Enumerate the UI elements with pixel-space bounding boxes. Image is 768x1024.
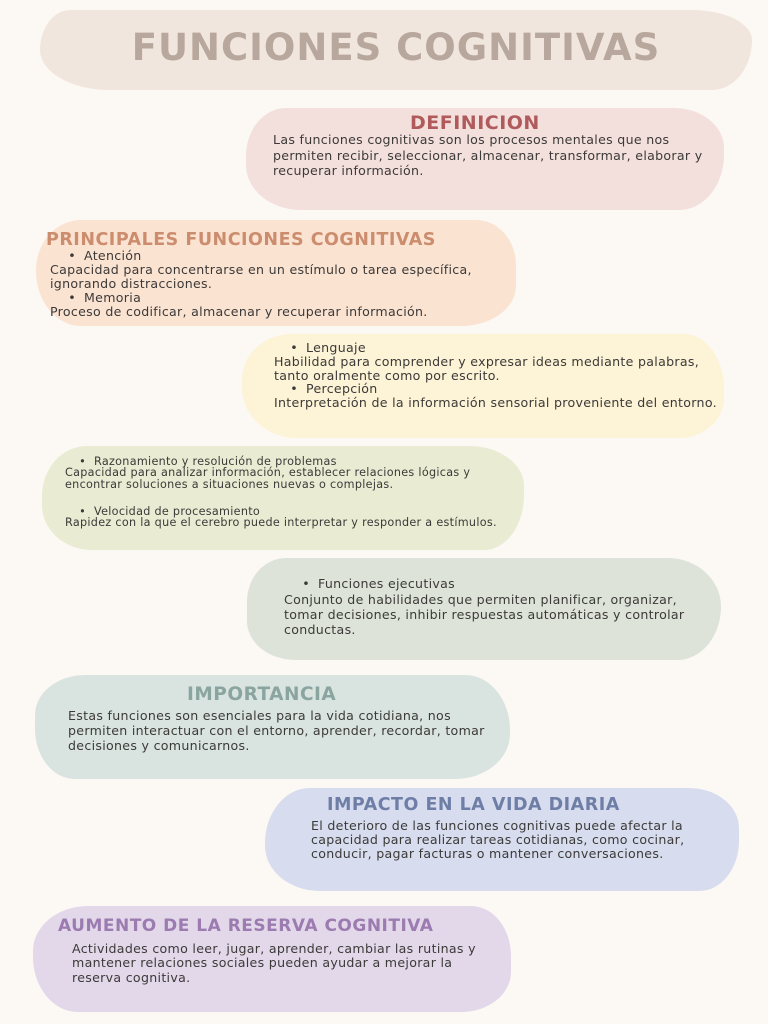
function-desc-lenguaje: Habilidad para comprender y expresar ideas mediante palabras, tanto oralmente como por escrito. [274,354,700,383]
function-desc-percepcion: Interpretación de la información sensorial proveniente del entorno. [274,395,717,410]
definicion-heading: DEFINICION [410,112,540,134]
function-desc-atencion: Capacidad para concentrarse en un estímulo o tarea específica, ignorando distracciones. [50,262,472,291]
function-name-velocidad: • Velocidad de procesamiento [94,505,260,519]
function-desc-razonamiento: Capacidad para analizar información, establecer relaciones lógicas y encontrar soluciones a situaciones nuevas o complejas. [65,466,471,492]
reserva-heading: AUMENTO DE LA RESERVA COGNITIVA [58,916,434,936]
function-name-atencion: • Atención [84,249,142,263]
impacto-heading: IMPACTO EN LA VIDA DIARIA [327,795,620,815]
impacto-text: El deterioro de las funciones cognitivas puede afectar la capacidad para realizar tareas cotidianas, como cocinar, conducir, pagar facturas o mantener conversaciones. [311,818,685,862]
function-name-memoria: • Memoria [84,291,141,305]
function-desc-ejecutivas: Conjunto de habilidades que permiten planificar, organizar, tomar decisiones, inhibir respuestas automáticas y controlar conductas. [284,592,685,637]
definicion-text: Las funciones cognitivas son los procesos mentales que nos permiten recibir, seleccionar, almacenar, transformar, elaborar y recuperar información. [273,132,703,178]
function-name-lenguaje: • Lenguaje [306,341,366,355]
function-name-percepcion: • Percepción [306,382,378,396]
function-name-razonamiento: • Razonamiento y resolución de problemas [94,455,337,469]
page-title: FUNCIONES COGNITIVAS [131,26,661,69]
importancia-text: Estas funciones son esenciales para la vida cotidiana, nos permiten interactuar con el entorno, aprender, recordar, tomar decisiones y comunicarnos. [68,708,485,753]
principales-heading: PRINCIPALES FUNCIONES COGNITIVAS [46,230,436,250]
function-desc-velocidad: Rapidez con la que el cerebro puede interpretar y responder a estímulos. [65,516,497,529]
importancia-heading: IMPORTANCIA [187,684,337,705]
function-name-ejecutivas: • Funciones ejecutivas [318,577,455,591]
function-desc-memoria: Proceso de codificar, almacenar y recuperar información. [50,304,428,319]
reserva-text: Actividades como leer, jugar, aprender, cambiar las rutinas y mantener relaciones sociales pueden ayudar a mejorar la reserva cognitiva. [72,941,476,985]
